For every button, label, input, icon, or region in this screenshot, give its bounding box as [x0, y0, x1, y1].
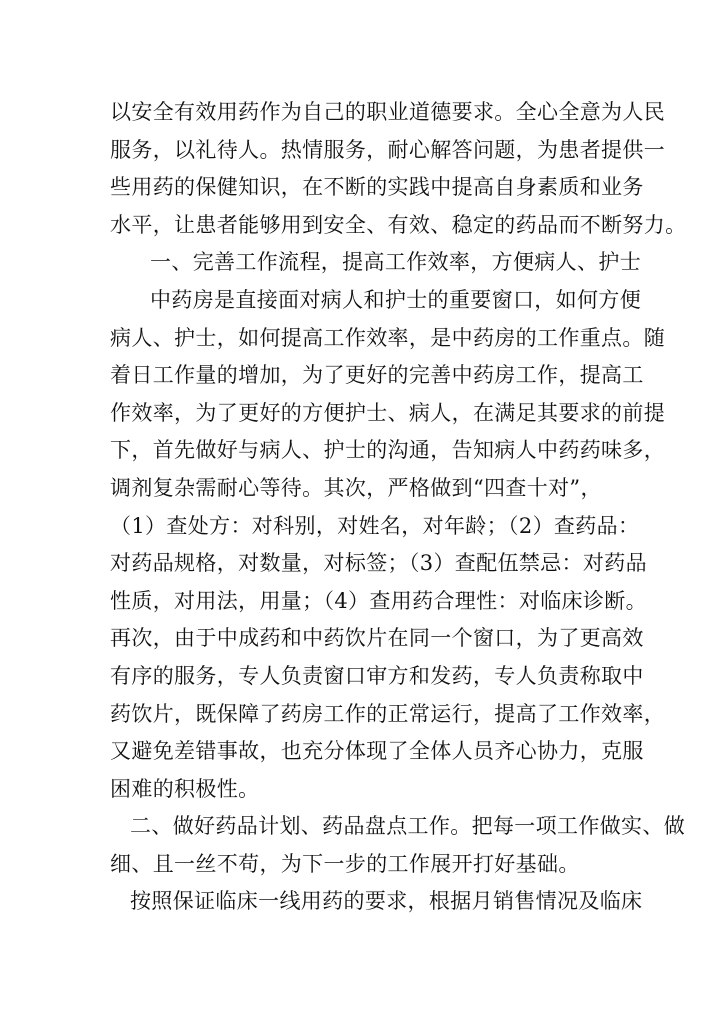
- text-line: 作效率，为了更好的方便护士、病人，在满足其要求的前提: [110, 400, 666, 425]
- paragraph-start: 中药房是直接面对病人和护士的重要窗口，如何方便: [150, 287, 642, 312]
- text-line: 药饮片，既保障了药房工作的正常运行，提高了工作效率，: [110, 701, 666, 726]
- text-line: 水平，让患者能够用到安全、有效、稳定的药品而不断努力。: [110, 212, 687, 237]
- text-line: 对药品规格，对数量，对标签；（3）查配伍禁忌：对药品: [110, 551, 647, 576]
- section-heading-2: 二、做好药品计划、药品盘点工作。把每一项工作做实、做: [130, 814, 686, 839]
- text-line: 有序的服务，专人负责窗口审方和发药，专人负责称取中: [110, 663, 644, 688]
- text-line: 再次，由于中成药和中药饮片在同一个窗口，为了更高效: [110, 626, 644, 651]
- text-line: 困难的积极性。: [110, 776, 260, 801]
- text-line: （1）查处方：对科别，对姓名，对年龄；（2）查药品：: [110, 513, 640, 538]
- paragraph-start: 按照保证临床一线用药的要求，根据月销售情况及临床: [130, 889, 643, 914]
- text-line: 病人、护士，如何提高工作效率，是中药房的工作重点。随: [110, 325, 666, 350]
- text-line: 下，首先做好与病人、护士的沟通，告知病人中药药味多，: [110, 438, 666, 463]
- text-line: 性质，对用法，用量；（4）查用药合理性：对临床诊断。: [110, 588, 647, 613]
- text-line: 服务，以礼待人。热情服务，耐心解答问题，为患者提供一: [110, 137, 666, 162]
- text-line: 些用药的保健知识，在不断的实践中提高自身素质和业务: [110, 175, 644, 200]
- text-line: 着日工作量的增加，为了更好的完善中药房工作，提高工: [110, 363, 644, 388]
- text-line: 细、且一丝不苟，为下一步的工作展开打好基础。: [110, 851, 580, 876]
- text-line: 又避免差错事故，也充分体现了全体人员齐心协力，克服: [110, 739, 644, 764]
- text-line: 以安全有效用药作为自己的职业道德要求。全心全意为人民: [110, 100, 666, 124]
- section-heading-1: 一、完善工作流程，提高工作效率，方便病人、护士: [150, 250, 642, 275]
- text-line: 调剂复杂需耐心等待。其次，严格做到“四查十对”，: [110, 475, 602, 500]
- document-body: [110, 94, 687, 921]
